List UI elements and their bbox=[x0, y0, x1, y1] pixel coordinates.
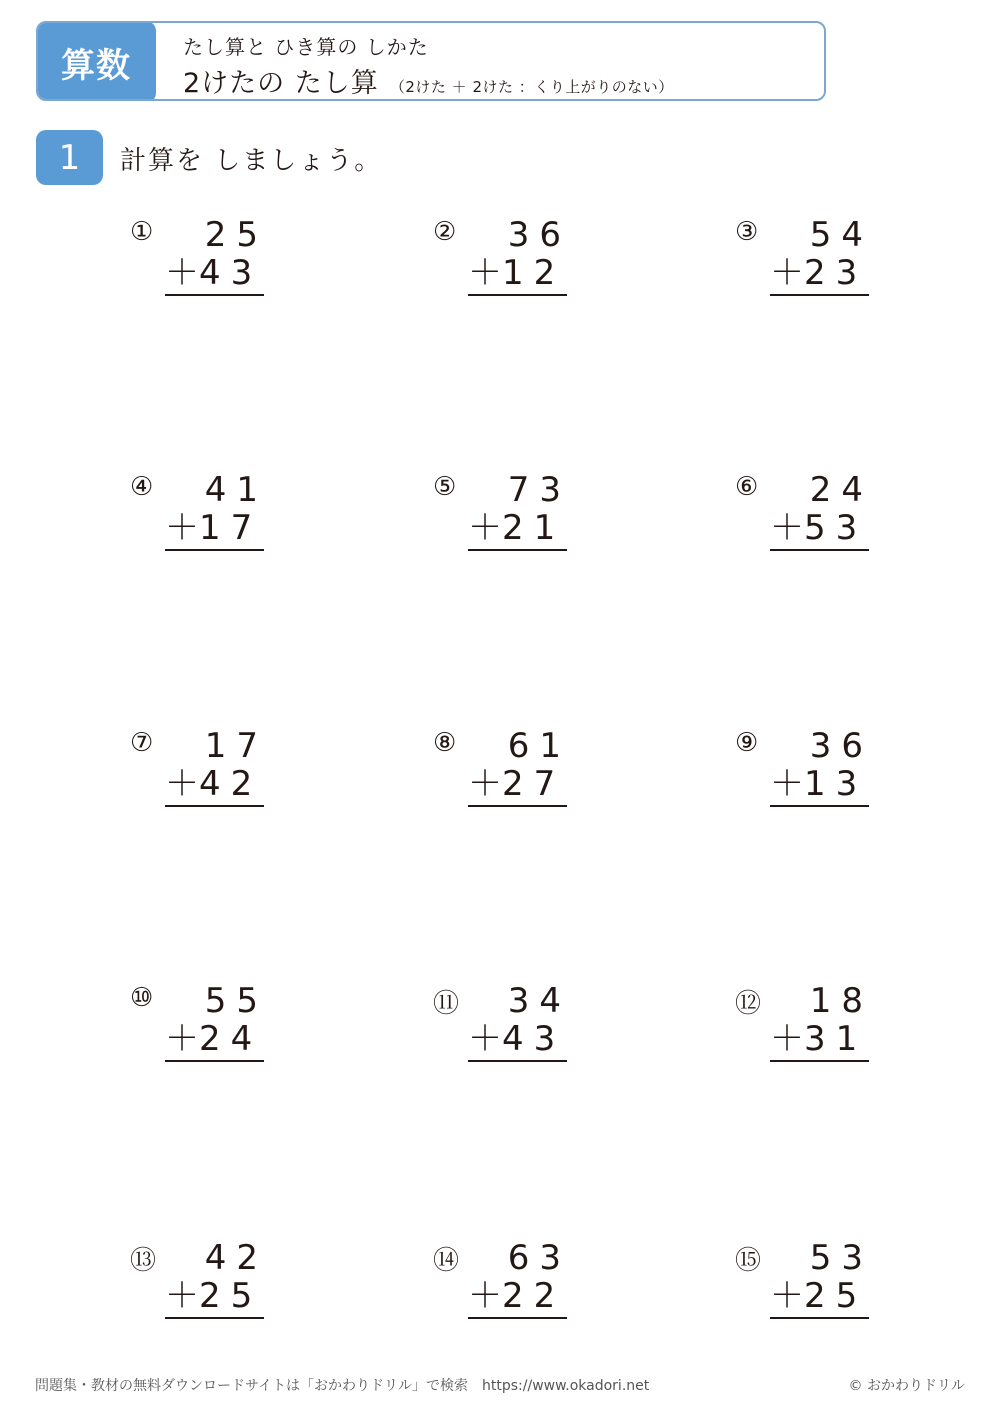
answer-line bbox=[165, 294, 264, 296]
problem-bottom-line bbox=[468, 253, 565, 293]
plus-operator: ＋ bbox=[165, 508, 199, 548]
problem-bottom-line bbox=[770, 508, 867, 548]
plus-operator: ＋ bbox=[770, 253, 804, 293]
answer-line bbox=[770, 294, 869, 296]
problem-2 bbox=[433, 215, 603, 295]
plus-operator: ＋ bbox=[165, 764, 199, 804]
plus-operator: ＋ bbox=[770, 1019, 804, 1059]
problem-label: ① bbox=[130, 217, 154, 247]
problem-label: ⑨ bbox=[735, 728, 759, 758]
problem-label: ⑪ bbox=[433, 989, 460, 1019]
problem-6 bbox=[735, 470, 905, 550]
problem-top-addend: 55 bbox=[204, 981, 268, 1021]
problem-4 bbox=[130, 470, 300, 550]
answer-line bbox=[165, 549, 264, 551]
plus-operator: ＋ bbox=[165, 253, 199, 293]
problem-bottom-line bbox=[468, 1276, 565, 1316]
footer-copyright: © おかわりドリル bbox=[848, 1378, 965, 1394]
problem-label: ⑭ bbox=[433, 1246, 460, 1276]
problem-bottom-addend: 25 bbox=[199, 1276, 263, 1316]
problem-bottom-addend: 12 bbox=[502, 253, 566, 293]
problem-bottom-line bbox=[770, 764, 867, 804]
problem-bottom-line bbox=[770, 253, 867, 293]
problem-top-addend: 24 bbox=[809, 470, 873, 510]
problem-bottom-line bbox=[165, 764, 262, 804]
problem-top-addend: 73 bbox=[507, 470, 571, 510]
problem-bottom-addend: 53 bbox=[804, 508, 868, 548]
problem-bottom-addend: 17 bbox=[199, 508, 263, 548]
problem-label: ⑦ bbox=[130, 728, 154, 758]
problem-9 bbox=[735, 726, 905, 806]
problem-top-addend: 41 bbox=[204, 470, 268, 510]
problem-bottom-line bbox=[468, 1019, 565, 1059]
answer-line bbox=[165, 805, 264, 807]
problem-bottom-line bbox=[165, 508, 262, 548]
problem-3 bbox=[735, 215, 905, 295]
answer-line bbox=[165, 1317, 264, 1319]
problem-bottom-addend: 43 bbox=[199, 253, 263, 293]
problem-label: ③ bbox=[735, 217, 759, 247]
plus-operator: ＋ bbox=[165, 1276, 199, 1316]
problem-bottom-line bbox=[165, 253, 262, 293]
worksheet-subtitle: たし算と ひき算の しかた bbox=[183, 35, 429, 59]
problem-bottom-addend: 43 bbox=[502, 1019, 566, 1059]
problem-label: ⑬ bbox=[130, 1246, 157, 1276]
problem-label: ④ bbox=[130, 472, 154, 502]
plus-operator: ＋ bbox=[770, 1276, 804, 1316]
problem-bottom-addend: 21 bbox=[502, 508, 566, 548]
problem-bottom-addend: 22 bbox=[502, 1276, 566, 1316]
problem-top-addend: 63 bbox=[507, 1238, 571, 1278]
problem-top-addend: 53 bbox=[809, 1238, 873, 1278]
problem-top-addend: 36 bbox=[507, 215, 571, 255]
problem-label: ⑩ bbox=[130, 983, 154, 1013]
problem-label: ⑥ bbox=[735, 472, 759, 502]
plus-operator: ＋ bbox=[468, 1019, 502, 1059]
problem-top-addend: 34 bbox=[507, 981, 571, 1021]
worksheet-title: 2けたの たし算 bbox=[183, 68, 379, 99]
section-number-badge: 1 bbox=[36, 130, 103, 185]
problem-bottom-addend: 23 bbox=[804, 253, 868, 293]
problem-bottom-line bbox=[468, 508, 565, 548]
problem-top-addend: 42 bbox=[204, 1238, 268, 1278]
plus-operator: ＋ bbox=[770, 508, 804, 548]
problem-bottom-addend: 27 bbox=[502, 764, 566, 804]
plus-operator: ＋ bbox=[165, 1019, 199, 1059]
answer-line bbox=[770, 1317, 869, 1319]
problem-top-addend: 36 bbox=[809, 726, 873, 766]
problem-top-addend: 61 bbox=[507, 726, 571, 766]
problem-bottom-addend: 24 bbox=[199, 1019, 263, 1059]
problem-label: ⑮ bbox=[735, 1246, 762, 1276]
problem-bottom-addend: 25 bbox=[804, 1276, 868, 1316]
problem-label: ② bbox=[433, 217, 457, 247]
problem-11 bbox=[433, 981, 603, 1061]
answer-line bbox=[468, 294, 567, 296]
problem-bottom-line bbox=[165, 1019, 262, 1059]
problem-12 bbox=[735, 981, 905, 1061]
problem-bottom-line bbox=[770, 1276, 867, 1316]
plus-operator: ＋ bbox=[468, 508, 502, 548]
problem-8 bbox=[433, 726, 603, 806]
answer-line bbox=[770, 1060, 869, 1062]
subject-badge: 算数 bbox=[36, 21, 156, 101]
answer-line bbox=[770, 805, 869, 807]
problem-bottom-addend: 13 bbox=[804, 764, 868, 804]
problem-13 bbox=[130, 1238, 300, 1318]
section-instruction: 計算を しましょう。 bbox=[120, 146, 383, 176]
worksheet-title-line bbox=[183, 61, 674, 100]
plus-operator: ＋ bbox=[468, 1276, 502, 1316]
problem-bottom-line bbox=[165, 1276, 262, 1316]
problem-top-addend: 25 bbox=[204, 215, 268, 255]
problem-top-addend: 17 bbox=[204, 726, 268, 766]
problem-10 bbox=[130, 981, 300, 1061]
worksheet-title-note: （2けた ＋ 2けた ：くり上がりのない） bbox=[389, 78, 674, 96]
problem-label: ⑫ bbox=[735, 989, 762, 1019]
answer-line bbox=[468, 1317, 567, 1319]
problem-top-addend: 18 bbox=[809, 981, 873, 1021]
problem-bottom-addend: 31 bbox=[804, 1019, 868, 1059]
problem-bottom-line bbox=[468, 764, 565, 804]
plus-operator: ＋ bbox=[468, 253, 502, 293]
worksheet-header bbox=[36, 21, 826, 101]
answer-line bbox=[165, 1060, 264, 1062]
footer-site-info: 問題集・教材の無料ダウンロードサイトは「おかわりドリル」で検索 https://www.okadori.net bbox=[35, 1378, 650, 1394]
problem-1 bbox=[130, 215, 300, 295]
problem-15 bbox=[735, 1238, 905, 1318]
plus-operator: ＋ bbox=[770, 764, 804, 804]
plus-operator: ＋ bbox=[468, 764, 502, 804]
problem-label: ⑤ bbox=[433, 472, 457, 502]
problem-7 bbox=[130, 726, 300, 806]
answer-line bbox=[468, 549, 567, 551]
problem-bottom-line bbox=[770, 1019, 867, 1059]
problem-14 bbox=[433, 1238, 603, 1318]
problem-bottom-addend: 42 bbox=[199, 764, 263, 804]
problem-5 bbox=[433, 470, 603, 550]
answer-line bbox=[770, 549, 869, 551]
problem-label: ⑧ bbox=[433, 728, 457, 758]
problem-top-addend: 54 bbox=[809, 215, 873, 255]
answer-line bbox=[468, 1060, 567, 1062]
answer-line bbox=[468, 805, 567, 807]
